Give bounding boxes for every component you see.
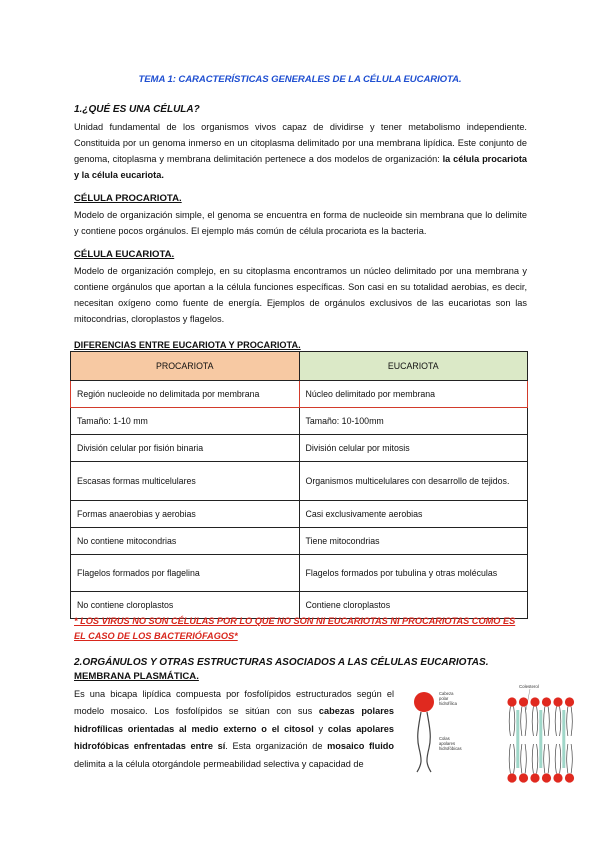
bilayer-head-icon (565, 773, 574, 782)
heading-eucariota: CÉLULA EUCARIOTA. (74, 249, 175, 260)
membrana-text-3: . Esta organización de (225, 741, 328, 752)
table-cell: Tamaño: 1-10 mm (71, 408, 300, 435)
table-row (71, 501, 528, 528)
bilayer-tail-line (567, 707, 568, 736)
bilayer-head-icon (565, 697, 574, 706)
bilayer-tail-line (532, 744, 533, 773)
table-cell: División celular por mitosis (299, 435, 528, 462)
membrana-bold-3: mosaico fluido (327, 741, 394, 752)
label-tails-1: Colas (439, 736, 450, 741)
bilayer-tail-line (544, 707, 545, 736)
heading-procariota: CÉLULA PROCARIOTA. (74, 193, 182, 204)
table-row (71, 528, 528, 555)
label-tails-3: hidrofóbicas (439, 746, 462, 751)
table-cell: Núcleo delimitado por membrana (299, 381, 528, 408)
paragraph-celula-text: Unidad fundamental de los organismos vivos capaz de dividirse y tener metabolismo independiente. Constituida por un genoma inmerso en un citoplasma delimitado por una membrana lipídica. Este conjunto de genoma, citoplasma y membrana delimitación pertenece a dos modelos de organización: (74, 122, 527, 165)
bilayer-tail-line (548, 707, 549, 736)
table-cell: No contiene cloroplastos (71, 592, 300, 619)
table-cell: Flagelos formados por flagelina (71, 555, 300, 592)
section-heading-celula: 1.¿QUÉ ES UNA CÉLULA? (74, 104, 200, 115)
table-cell: Tiene mitocondrias (299, 528, 528, 555)
bilayer-tail-line (525, 707, 526, 736)
membrana-text-4: delimita a la célula otorgándole permeabilidad selectiva y capacidad de (74, 758, 364, 769)
bilayer-tail-line (571, 744, 572, 773)
comparison-table (70, 351, 528, 619)
table-row (71, 462, 528, 501)
bilayer-head-icon (542, 697, 551, 706)
table-row (71, 435, 528, 462)
bilayer-tail-line (560, 744, 561, 773)
paragraph-celula (74, 119, 527, 183)
bilayer-head-icon (553, 773, 562, 782)
tail-line (417, 712, 421, 772)
paragraph-membrana (74, 686, 394, 773)
bilayer-head-icon (553, 697, 562, 706)
table-cell: Casi exclusivamente aerobias (299, 501, 528, 528)
bilayer-tail-line (509, 707, 510, 736)
membrana-bold-1: cabezas polares hidrofílicas orientadas al medio externo o el citosol (74, 706, 394, 734)
bilayer-tail-line (521, 744, 522, 773)
cholesterol-icon (539, 710, 542, 768)
table-caption: DIFERENCIAS ENTRE EUCARIOTA Y PROCARIOTA. (74, 340, 301, 350)
table-cell: Organismos multicelulares con desarrollo de tejidos. (299, 462, 528, 501)
label-heads-3: hidrofílica (439, 701, 457, 706)
bilayer-tail-line (537, 707, 538, 736)
bilayer-head-icon (542, 773, 551, 782)
paragraph-eucariota: Modelo de organización complejo, en su citoplasma encontramos un núcleo delimitado por una membrana y contiene orgánulos que aportan a la célula funciones específicas. Son casi en su totalidad aerobias, es decir, necesitan oxígeno como fuente de energía. Ejemplos de orgánulos exclusivos de las eucariotas son las mitocondrias, cloroplastos y flagelos. (74, 266, 527, 325)
table-cell: Región nucleoide no delimitada por membrana (71, 381, 300, 408)
label-tails-2: apolares (439, 741, 456, 746)
polar-head-icon (414, 692, 434, 712)
table-row (71, 408, 528, 435)
bilayer-tail-line (560, 707, 561, 736)
table-header-row (71, 352, 528, 381)
cholesterol-icon (516, 710, 519, 768)
bilayer-tail-line (532, 707, 533, 736)
membrane-figure (404, 680, 584, 790)
header-procariota: PROCARIOTA (71, 352, 300, 381)
section-heading-organulos: 2.ORGÁNULOS Y OTRAS ESTRUCTURAS ASOCIADOS A LAS CÉLULAS EUCARIOTAS. (74, 657, 489, 668)
bilayer-tail-line (544, 744, 545, 773)
table-cell: División celular por fisión binaria (71, 435, 300, 462)
table-row (71, 555, 528, 592)
bilayer-tail-line (567, 744, 568, 773)
virus-note: * LOS VIRUS NO SON CÉLULAS POR LO QUE NO SON NI EUCARIOTAS NI PROCARIOTAS COMO ES EL CASO DE LOS BACTERIÓFAGOS* (74, 616, 516, 641)
membrana-bold-2: colas apolares hidrofóbicas enfrentadas entre sí (74, 723, 394, 752)
bilayer-diagram (507, 684, 574, 783)
table-cell: Tamaño: 10-100mm (299, 408, 528, 435)
bilayer-tail-line (521, 707, 522, 736)
document-title: TEMA 1: CARACTERÍSTICAS GENERALES DE LA CÉLULA EUCARIOTA. (138, 74, 462, 85)
bilayer-tail-line (548, 744, 549, 773)
paragraph-procariota: Modelo de organización simple, el genoma se encuentra en forma de nucleoide sin membrana que lo delimite y contiene pocos orgánulos. El ejemplo más común de célula procariota es la bacteria. (74, 210, 527, 237)
bilayer-tail-line (509, 744, 510, 773)
bilayer-head-icon (530, 773, 539, 782)
label-heads-2: polar (439, 696, 449, 701)
membrana-text-2: y (313, 723, 328, 734)
bilayer-tail-line (514, 707, 515, 736)
table-cell: No contiene mitocondrias (71, 528, 300, 555)
paragraph-celula-bold: la célula procariota y la célula eucariota. (74, 154, 527, 181)
bilayer-tail-line (571, 707, 572, 736)
tail-line (427, 712, 431, 772)
bilayer-tail-line (555, 707, 556, 736)
bilayer-tail-line (525, 744, 526, 773)
label-cholesterol: Colesterol (519, 684, 539, 689)
bilayer-tail-line (537, 744, 538, 773)
table-cell: Formas anaerobias y aerobias (71, 501, 300, 528)
membrana-text-1: Es una bicapa lipídica compuesta por fosfolípidos estructurados según el modelo mosaico. Los fosfolípidos se sitúan con sus (74, 689, 394, 717)
header-eucariota: EUCARIOTA (299, 352, 528, 381)
table-row (71, 381, 528, 408)
bilayer-head-icon (519, 773, 528, 782)
bilayer-head-icon (519, 697, 528, 706)
phospholipid-diagram (414, 691, 462, 772)
bilayer-head-icon (507, 773, 516, 782)
label-heads-1: Cabeza (439, 691, 454, 696)
bilayer-tail-line (514, 744, 515, 773)
bilayer-head-icon (530, 697, 539, 706)
table-cell: Escasas formas multicelulares (71, 462, 300, 501)
heading-membrana: MEMBRANA PLASMÁTICA. (74, 671, 199, 682)
cholesterol-icon (562, 710, 565, 768)
bilayer-tail-line (555, 744, 556, 773)
table-cell: Flagelos formados por tubulina y otras moléculas (299, 555, 528, 592)
bilayer-head-icon (507, 697, 516, 706)
table-cell: Contiene cloroplastos (299, 592, 528, 619)
